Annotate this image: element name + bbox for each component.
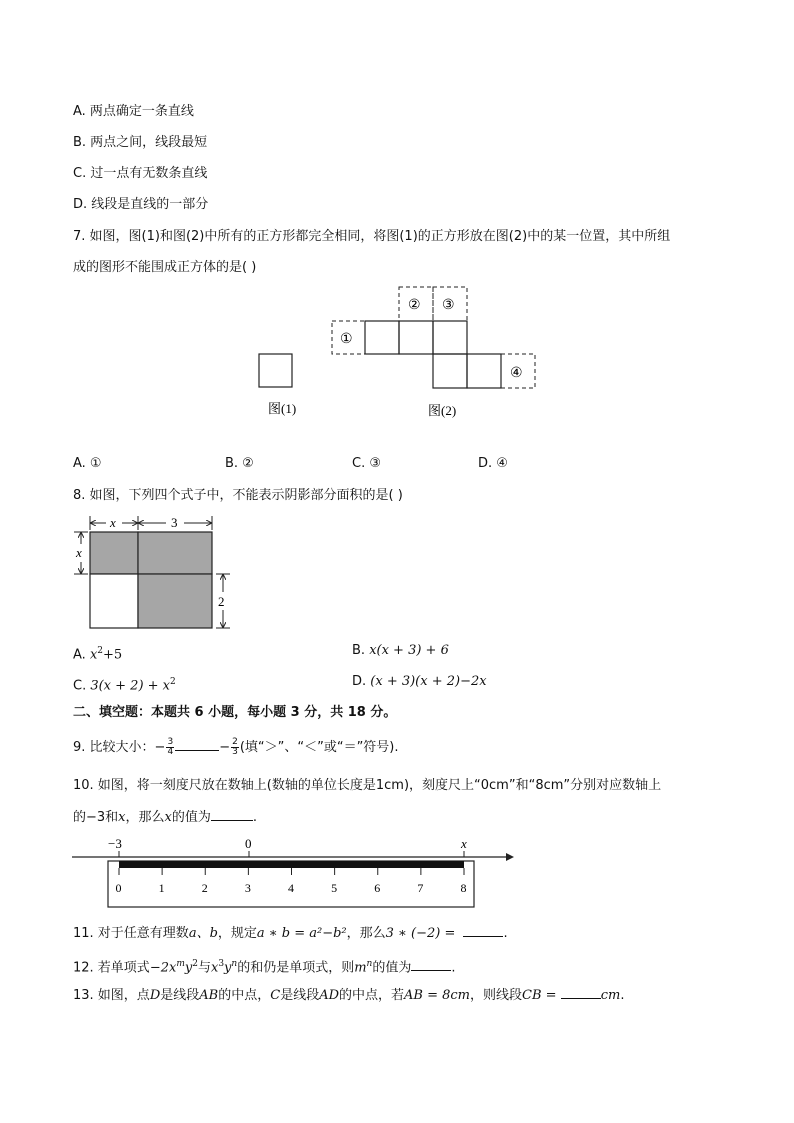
fig2-caption: 图(2) [428, 403, 457, 418]
q7-stem-line2: 成的图形不能围成正方体的是( ) [73, 260, 257, 275]
answer-blank[interactable] [561, 986, 601, 999]
fraction-2-3: $\frac{2}{3}$ [232, 737, 238, 757]
ruler-tick-label: 5 [331, 881, 338, 895]
dim-3: 3 [171, 515, 178, 530]
ruler-tick-label: 3 [244, 881, 251, 895]
q6-option-a: A. 两点确定一条直线 [73, 104, 194, 119]
q7-figure [250, 285, 550, 425]
q8-option-a: A. $x^2+5$ [73, 646, 123, 663]
net-square [433, 321, 467, 354]
dim-x-left: x [76, 545, 82, 560]
dim-2: 2 [218, 594, 225, 609]
shaded-rect-bottom-right [138, 574, 212, 628]
q10-stem-line1: 10. 如图，将一刻度尺放在数轴上(数轴的单位长度是1cm)，刻度尺上“0cm”和“8cm”分别对应数轴上 [73, 778, 662, 793]
ruler-scale-band [119, 861, 464, 868]
ruler-tick-label: 4 [288, 881, 294, 895]
blank-rect-bottom-left [90, 574, 138, 628]
q7-option-b: B. ② [225, 456, 254, 471]
q9-line: 9. 比较大小：− $\frac{3}{4}$ − $\frac{2}{3}$ (填“＞”、“＜”或“＝”符号). [73, 737, 399, 757]
mark-1: ① [340, 332, 353, 347]
number-line-ruler-figure [70, 832, 520, 908]
ruler-tick-label: 6 [374, 881, 381, 895]
mark-4: ④ [510, 366, 523, 381]
answer-blank[interactable] [211, 808, 253, 821]
q7-option-c: C. ③ [352, 456, 381, 471]
q13-line: 13. 如图，点D是线段AB的中点，C是线段AD的中点，若AB = 8cm，则线段CB = cm. [73, 988, 625, 1003]
axis-label-0: 0 [245, 836, 252, 851]
q6-option-b: B. 两点之间，线段最短 [73, 135, 208, 150]
q10-stem-line2: 的−3和x，那么x的值为 . [73, 810, 258, 825]
q6-option-d: D. 线段是直线的一部分 [73, 197, 209, 212]
dim-x-top: x [110, 515, 116, 530]
answer-blank[interactable] [463, 924, 503, 937]
ruler-tick-label: 8 [460, 881, 467, 895]
q8-option-b: B. x(x + 3) + 6 [352, 643, 449, 658]
fig1-square [259, 354, 292, 387]
fig1-caption: 图(1) [268, 401, 297, 416]
ruler-tick-label: 0 [115, 881, 122, 895]
net-square [467, 354, 501, 388]
q12-line: 12. 若单项式$-2x^my^2$与$x^3y^n$的和仍是单项式，则$m^n$的值为 . [73, 959, 456, 976]
ruler-tick-label: 7 [417, 881, 424, 895]
answer-blank[interactable] [411, 958, 451, 971]
fraction-3-4: $\frac{3}{4}$ [167, 737, 174, 757]
q8-figure [70, 512, 240, 634]
axis-label-neg3: −3 [108, 836, 122, 851]
net-square [433, 354, 467, 388]
net-square [365, 321, 399, 354]
section-2-heading: 二、填空题：本题共 6 小题，每小题 3 分，共 18 分。 [73, 705, 397, 720]
shaded-rect-top-right [138, 532, 212, 574]
q6-option-c: C. 过一点有无数条直线 [73, 166, 208, 181]
mark-2: ② [408, 298, 421, 313]
q8-stem: 8. 如图，下列四个式子中，不能表示阴影部分面积的是( ) [73, 488, 403, 503]
q8-option-d: D. (x + 3)(x + 2)−2x [352, 674, 487, 689]
ruler-tick-label: 1 [158, 881, 165, 895]
net-square [399, 321, 433, 354]
q8-option-c: C. $3(x + 2) + x^2$ [73, 677, 176, 694]
mark-3: ③ [442, 298, 455, 313]
q11-line: 11. 对于任意有理数a、b，规定a ∗ b = a²−b²，那么3 ∗ (−2) = . [73, 926, 508, 941]
shaded-square-x [90, 532, 138, 574]
q7-option-a: A. ① [73, 456, 102, 471]
ruler-tick-label: 2 [201, 881, 208, 895]
axis-label-x: x [461, 836, 467, 851]
number-line-arrow [506, 853, 514, 861]
q7-option-d: D. ④ [478, 456, 508, 471]
q7-stem-line1: 7. 如图，图(1)和图(2)中所有的正方形都完全相同，将图(1)的正方形放在图(2)中的某一位置，其中所组 [73, 229, 671, 244]
answer-blank[interactable] [175, 738, 219, 751]
